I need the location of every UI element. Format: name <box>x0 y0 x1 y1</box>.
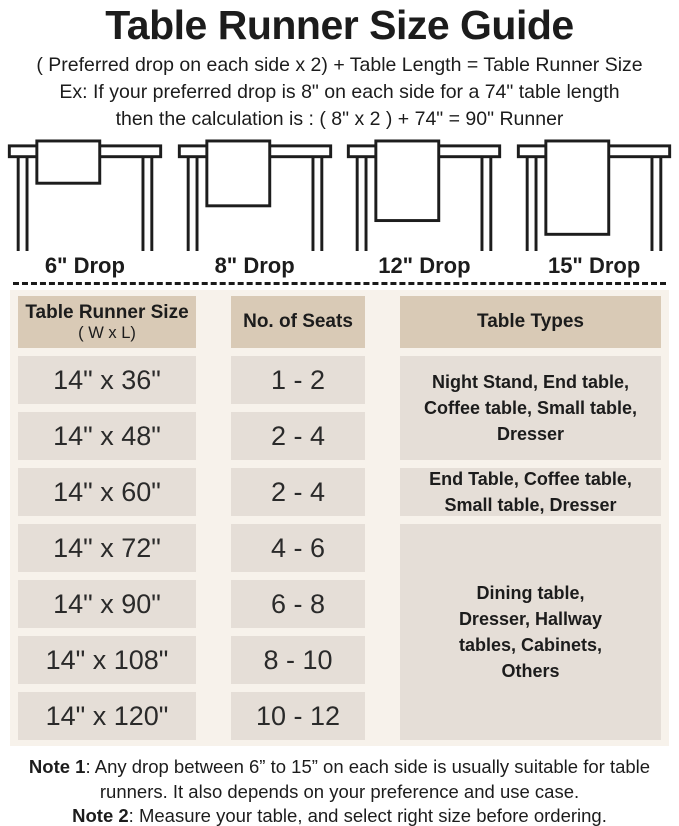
size-table <box>18 296 661 740</box>
table-row-seats: 8 - 10 <box>231 636 365 684</box>
drop-label-6in: 6" Drop <box>44 253 125 279</box>
drop-label-8in: 8" Drop <box>214 253 295 279</box>
note-2-text: : Measure your table, and select right size before ordering. <box>128 805 607 826</box>
header-runner-size-title: Table Runner Size <box>25 301 189 323</box>
table-runner-illustration-6in <box>0 139 170 252</box>
table-row-size: 14" x 90" <box>18 580 196 628</box>
table-row-size: 14" x 36" <box>18 356 196 404</box>
table-runner-illustration-8in <box>170 139 340 252</box>
table-row-size: 14" x 60" <box>18 468 196 516</box>
header-runner-size-sub: ( W x L) <box>78 323 136 342</box>
table-drawing-icon <box>171 139 339 252</box>
table-row-seats: 1 - 2 <box>231 356 365 404</box>
page-title: Table Runner Size Guide <box>105 2 574 48</box>
table-row-seats: 2 - 4 <box>231 412 365 460</box>
table-types-group-small: Night Stand, End table, Coffee table, Small table, Dresser <box>400 356 661 460</box>
drop-labels-row <box>0 253 679 279</box>
formula-line: ( Preferred drop on each side x 2) + Table Length = Table Runner Size <box>36 54 643 77</box>
table-row-seats: 4 - 6 <box>231 524 365 572</box>
table-row-seats: 2 - 4 <box>231 468 365 516</box>
table-runner-illustration-15in <box>509 139 679 252</box>
drop-illustrations <box>0 139 679 252</box>
note-1-label: Note 1 <box>28 756 86 778</box>
note-2 <box>9 804 671 826</box>
note-2-label: Note 2 <box>72 805 129 826</box>
table-row-size: 14" x 72" <box>18 524 196 572</box>
table-row-size: 14" x 48" <box>18 412 196 460</box>
drop-label-12in: 12" Drop <box>378 253 471 279</box>
table-drawing-icon <box>510 139 678 252</box>
note-1 <box>9 755 671 804</box>
table-row-size: 14" x 108" <box>18 636 196 684</box>
drop-label-15in: 15" Drop <box>547 253 641 279</box>
header-table-types: Table Types <box>400 296 661 348</box>
example-line-2: then the calculation is : ( 8" x 2 ) + 74" = 90" Runner <box>115 108 564 131</box>
size-table-panel <box>10 290 669 746</box>
dashed-divider <box>13 282 666 285</box>
table-row-seats: 10 - 12 <box>231 692 365 740</box>
notes-section <box>0 755 679 826</box>
size-guide-page <box>0 2 679 826</box>
table-runner-illustration-12in <box>340 139 510 252</box>
table-row-seats: 6 - 8 <box>231 580 365 628</box>
table-types-group-large: Dining table, Dresser, Hallway tables, Cabinets, Others <box>400 524 661 740</box>
header-seats: No. of Seats <box>231 296 365 348</box>
table-drawing-icon <box>340 139 508 252</box>
example-line-1: Ex: If your preferred drop is 8" on each side for a 74" table length <box>59 81 620 104</box>
table-row-size: 14" x 120" <box>18 692 196 740</box>
note-1-text: : Any drop between 6” to 15” on each side is usually suitable for table runners. It also depends on your preference and use case. <box>85 756 651 802</box>
table-types-group-medium: End Table, Coffee table, Small table, Dresser <box>400 468 661 516</box>
header-runner-size <box>18 296 196 348</box>
table-drawing-icon <box>1 139 169 252</box>
